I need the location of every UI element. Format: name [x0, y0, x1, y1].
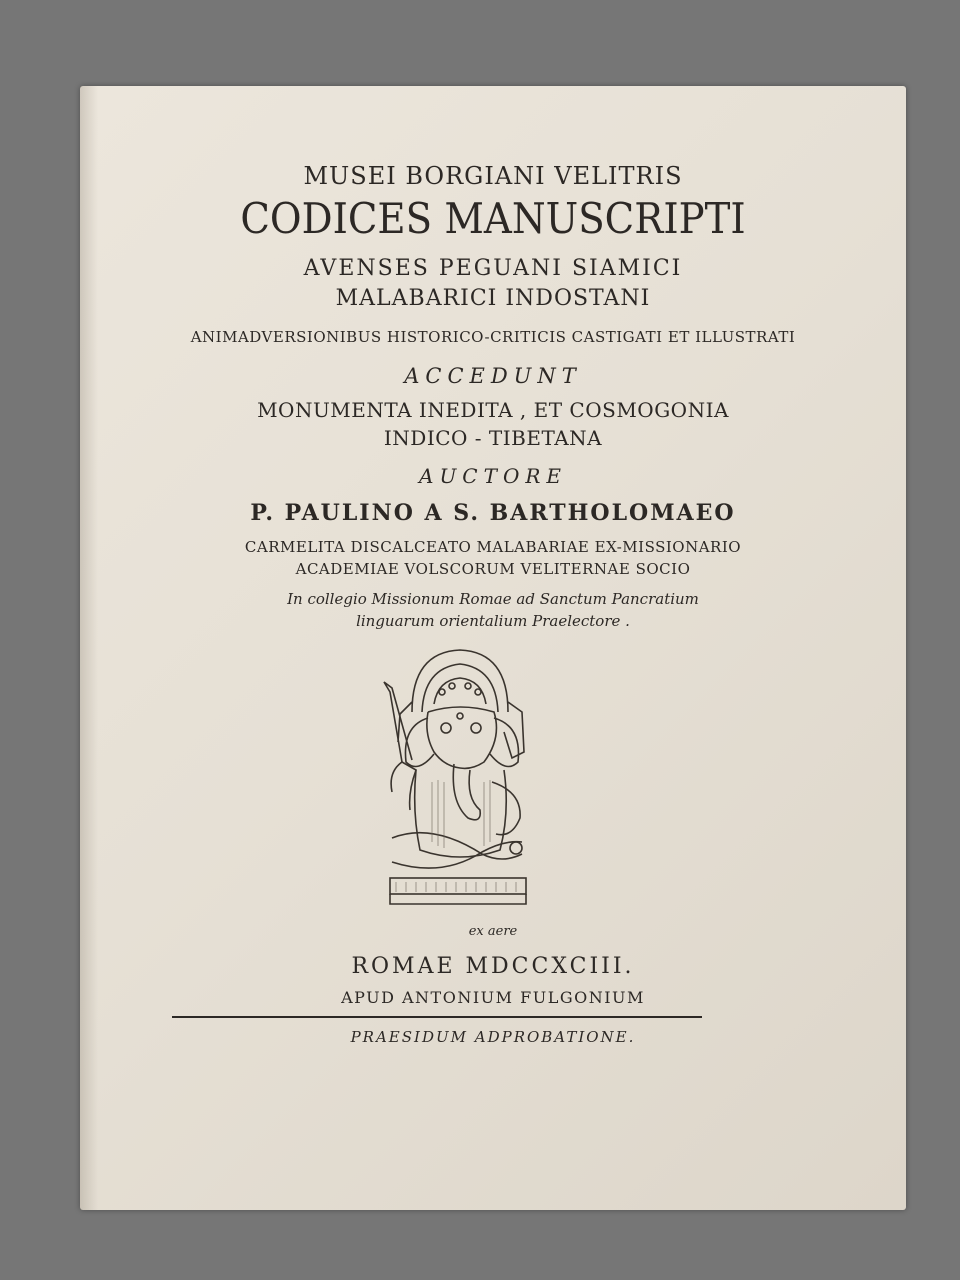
imprint-approval: PRAESIDUM ADPROBATIONE.: [350, 1028, 636, 1046]
subtitle-line-5: INDICO - TIBETANA: [383, 426, 603, 450]
accedunt-line: ACCEDUNT: [404, 364, 582, 388]
author-title-2: ACADEMIAE VOLSCORUM VELITERNAE SOCIO: [295, 560, 691, 578]
subtitle-line-2: MALABARICI INDOSTANI: [335, 286, 651, 311]
auctore-line: AUCTORE: [419, 464, 567, 488]
subtitle-line-4: MONUMENTA INEDITA , ET COSMOGONIA: [257, 398, 729, 422]
author-name: P. PAULINO A S. BARTHOLOMAEO: [250, 500, 736, 526]
author-title-1: CARMELITA DISCALCEATO MALABARIAE EX-MISSIONARIO: [244, 538, 742, 556]
ganesha-engraving-image: [372, 642, 542, 932]
imprint-rule: [172, 1016, 702, 1018]
subtitle-line-3: ANIMADVERSIONIBUS HISTORICO-CRITICIS CASTIGATI ET ILLUSTRATI: [190, 328, 796, 346]
title-line-museum: MUSEI BORGIANI VELITRIS: [303, 162, 683, 190]
main-title: CODICES MANUSCRIPTI: [240, 194, 746, 243]
subtitle-line-1: AVENSES PEGUANI SIAMICI: [303, 256, 683, 281]
author-title-4: linguarum orientalium Praelectore .: [356, 612, 630, 630]
illustration-caption: ex aere: [468, 924, 518, 939]
imprint-printer: APUD ANTONIUM FULGONIUM: [341, 988, 645, 1007]
title-page: [80, 86, 906, 1210]
imprint-place-date: ROMAE MDCCXCIII.: [351, 954, 635, 979]
author-title-3: In collegio Missionum Romae ad Sanctum Pancratium: [287, 590, 699, 608]
